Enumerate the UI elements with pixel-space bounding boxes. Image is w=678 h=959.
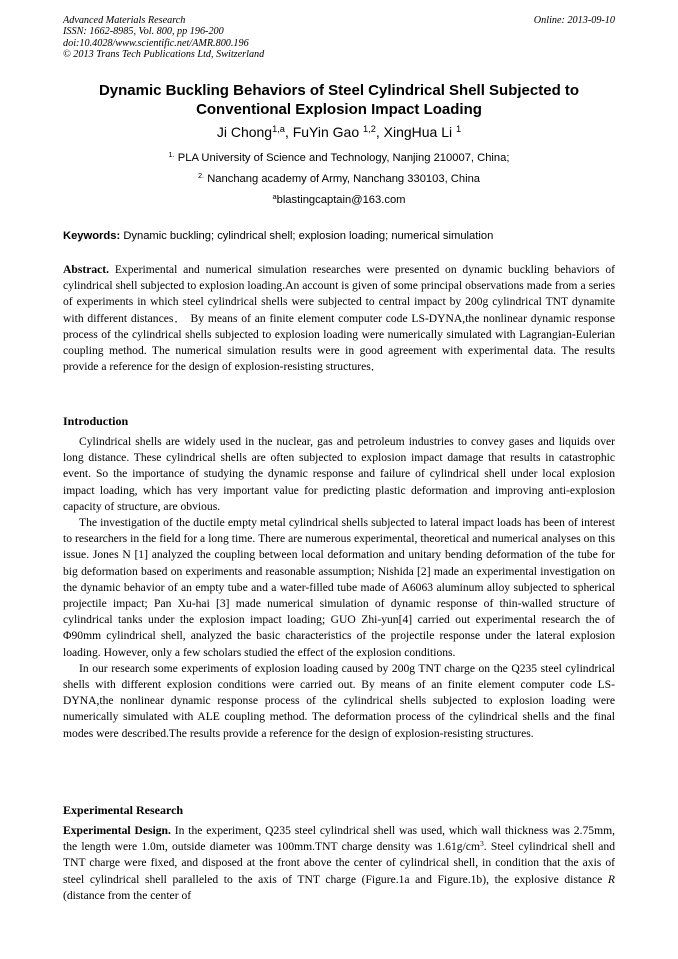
- paragraph: In our research some experiments of explosion loading caused by 200g TNT charge on the Q235 steel cylindrical shells with different explosion conditions were carried out. By means of an finite element computer code LS-DYNA,the nonlinear dynamic response process of the cylindrical shells subjected to explosion loading were numerically simulated with ALE coupling method. The deformation process of the cylindrical shells and the final modes were described.The results provide a reference for the design of explosion-resisting structures.: [63, 661, 615, 740]
- author-affiliation-mark: 1,a: [272, 123, 285, 134]
- affiliation-1: [63, 151, 615, 165]
- explosive-distance-symbol: R: [607, 872, 615, 886]
- doi-line: doi:10.4028/www.scientific.net/AMR.800.196: [63, 37, 249, 49]
- affiliation-2: [63, 172, 615, 186]
- author-affiliation-mark: 1,2: [363, 123, 376, 134]
- section-heading-experimental-research: Experimental Research: [63, 803, 184, 817]
- abstract: [63, 262, 615, 375]
- author-affiliation-mark: 1: [456, 123, 462, 134]
- affiliation-text: PLA University of Science and Technology, Nanjing 210007, China;: [177, 152, 510, 164]
- paragraph: The investigation of the ductile empty metal cylindrical shells subjected to lateral impact loads has been of interest to researchers in the field for a long time. There are numerous experimental, theoretical and numerical analyses on this issue. Jones N [1] analyzed the coupling between local deformation and unitary bending deformation of the tube for big deformation based on experiments and reasonable assumption; Nishida [2] made an experimental investigation on the dynamic behavior of an empty tube and a water-filled tube made of A6063 aluminum alloy subjected to spherical projectile impact; Pan Xu-hai [3] made numerical simulation of dynamic response of thin-walled structure of cylindrical tanks under the explosion impact loading; GUO Zhi-yun[4] carried out experimental research the of Φ90mm cylindrical shell, analyzed the basic characteristics of the projectile response under the lateral explosion loading. However, only a few scholars studied the effect of the explosion conditions.: [63, 516, 615, 659]
- issn-line: ISSN: 1662-8985, Vol. 800, pp 196-200: [63, 26, 224, 38]
- keywords-text: Dynamic buckling; cylindrical shell; explosion loading; numerical simulation: [123, 230, 494, 242]
- density-unit-exponent: 3: [479, 839, 484, 848]
- affiliation-mark: 1.: [168, 149, 175, 159]
- paper-title: Dynamic Buckling Behaviors of Steel Cylindrical Shell Subjected to Conventional Explosion Impact Loading: [98, 82, 580, 118]
- abstract-text: Experimental and numerical simulation researches were presented on dynamic buckling behaviors of cylindrical shell subjected to explosion loading.An account is given of some principal observations made from a series of experiments in which steel cylindrical shells were subjected to central impact by 200g cylindrical TNT dynamite with different distances． By means of an finite element computer code LS-DYNA,the nonlinear dynamic response process of the cylindrical shells subjected to explosion loading were numerically simulated with Lagrangian-Eulerian coupling method. The numerical simulation results were in good agreement with experimental data. The results provide a reference for the design of explosion-resisting structures．: [63, 263, 615, 374]
- author-name: XingHua Li: [383, 124, 453, 140]
- experimental-design-paragraph: [63, 823, 615, 904]
- section-heading-introduction: Introduction: [63, 414, 129, 428]
- email-address: blastingcaptain@163.com: [276, 194, 406, 206]
- keywords-label: Keywords:: [63, 230, 121, 242]
- author-list: Ji Chong$^{1,a}$, FuYin Gao $^{1,2}$, XingHua Li $^1$: [216, 123, 462, 140]
- affiliation-mark: 2.: [197, 170, 205, 180]
- author-name: FuYin Gao: [292, 124, 360, 140]
- online-date: Online: 2013-09-10: [533, 15, 615, 26]
- author-name: Ji Chong: [216, 124, 273, 140]
- copyright-line: © 2013 Trans Tech Publications Ltd, Switzerland: [63, 48, 265, 60]
- email-mark: a: [272, 191, 277, 201]
- experimental-text-part1: In the experiment, Q235 steel cylindrical shell was used, which wall thickness was 2.75mm, the length were 1.0m, outside diameter was 100mm.TNT charge density was 1.61g/cm: [63, 824, 616, 854]
- journal-name: Advanced Materials Research: [63, 15, 186, 26]
- paragraph: Cylindrical shells are widely used in the nuclear, gas and petroleum industries to convey gases and liquids over long distance. These cylindrical shells are often subjected to explosion impact damage that results in catastrophic event. So the importance of studying the dynamic response and failure of cylindrical shell under local explosion impact loading, which has very important value for predicting plastic deformation and improving anti-explosion capacity of structure, are obvious.: [63, 435, 615, 513]
- experimental-design-label: Experimental Design.: [63, 824, 171, 837]
- journal-header: [63, 15, 615, 60]
- experimental-text-part2: . Steel cylindrical shell and TNT charge were fixed, and disposed at the front above the center of cylindrical shell, in condition that the axis of steel cylindrical shell paralleled to the axis of TNT charge (Figure.1a and Figure.1b), the explosive distance: [63, 840, 615, 886]
- keywords: [63, 229, 615, 243]
- abstract-label: Abstract.: [63, 263, 110, 276]
- affiliation-text: Nanchang academy of Army, Nanchang 330103, China: [207, 173, 481, 185]
- author-email: [63, 193, 615, 207]
- experimental-text-part3: (distance from the center of: [63, 888, 192, 902]
- introduction-body: [63, 434, 615, 742]
